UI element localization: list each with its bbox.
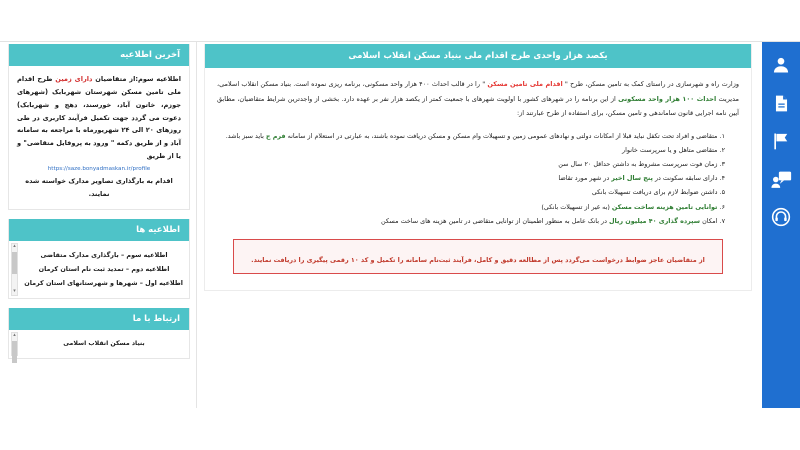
requirement-text-a: امکان <box>700 216 718 225</box>
announcements-body <box>9 241 189 298</box>
side-icon-rail <box>762 42 800 408</box>
column-divider <box>196 42 197 408</box>
announcements-panel <box>8 219 190 299</box>
requirement-text-b: در شهر مورد تقاضا <box>558 174 612 183</box>
document-icon[interactable] <box>770 92 792 114</box>
intro-highlight-units: احداث ۱۰۰ هزار واحد مسکونی <box>618 94 717 103</box>
contact-scrollbar[interactable] <box>11 332 18 356</box>
requirement-item <box>217 144 725 157</box>
announcements-header: اطلاعیه ها <box>9 219 189 241</box>
requirement-text-b: باید سبز باشد. <box>225 131 266 140</box>
contact-item: بنیاد مسکن انقلاب اسلامی <box>63 339 145 347</box>
requirement-text-b: (به غیر از تسهیلات بانکی) <box>541 202 612 211</box>
announcements-scrollbar[interactable] <box>11 243 18 296</box>
notice-text-before: اطلاعیه سوم:از متقاضیان <box>92 75 181 83</box>
user-icon[interactable] <box>770 54 792 76</box>
requirement-item <box>217 158 725 171</box>
requirement-highlight: سپرده گذاری ۴۰ میلیون ریال <box>609 216 701 225</box>
requirement-number: ۵. <box>719 188 725 197</box>
flag-icon[interactable] <box>770 130 792 152</box>
latest-notice-text <box>17 73 181 163</box>
requirement-text-b: در بانک عامل به منظور اطمینان از توانایی متقاضی در تامین هزینه های ساخت مسکن <box>381 216 610 225</box>
latest-notice-header: آخرین اطلاعیه <box>9 44 189 66</box>
headset-icon[interactable] <box>770 206 792 228</box>
notice-profile-link[interactable]: https://saze.bonyadmaskan.ir/profile <box>47 165 151 172</box>
requirement-highlight: پنج سال اخیر <box>611 174 653 183</box>
contact-body <box>9 330 189 358</box>
requirement-number: ۴. <box>719 174 725 183</box>
requirement-highlight: توانایی تامین هزینه ساخت مسکن <box>611 202 718 211</box>
intro-part-c: از این برنامه را در شهرهای کشور با اولویت شهرهای با جمعیت کمتر از یکصد هزار نفر بر عهده دارد. بخشی از واجدترین شرایط متقاضیان، مطابق آیین نامه اجرایی قانون ساماندهی و تامین مسکن، برای استفاده از طرح عبارتند از: <box>217 94 739 118</box>
page-title: یکصد هزار واحدی طرح اقدام ملی بنیاد مسکن انقلاب اسلامی <box>205 44 751 68</box>
requirement-number: ۷. <box>719 216 725 225</box>
main-content-card <box>204 44 752 291</box>
list-item[interactable]: اطلاعیه سوم – بارگذاری مدارک متقاضی <box>40 250 168 259</box>
contact-header: ارتباط با ما <box>9 308 189 330</box>
page-footer-space <box>0 409 800 450</box>
scroll-down-arrow[interactable]: ▾ <box>13 287 16 294</box>
list-item[interactable]: اطلاعیه اول – شهرها و شهرستانهای استان کرمان <box>24 278 183 287</box>
scroll-up-arrow[interactable]: ▴ <box>13 242 16 249</box>
notice-tail-text: اقدام به بارگذاری تصاویر مدارک خواسته شده نمایند. <box>25 176 173 198</box>
requirement-item <box>217 215 725 228</box>
contact-panel <box>8 308 190 359</box>
requirement-item <box>217 130 725 143</box>
intro-highlight-plan: اقدام ملی تامین مسکن <box>487 80 563 88</box>
top-divider <box>0 41 800 42</box>
latest-notice-panel <box>8 44 190 210</box>
warning-box <box>233 239 723 274</box>
user-chat-icon[interactable] <box>770 168 792 190</box>
intro-part-a: وزارت راه و شهرسازی در راستای کمک به تامین مسکن، طرح " <box>562 80 739 88</box>
notice-highlight-red: دارای زمین <box>55 75 93 83</box>
main-body <box>205 68 751 280</box>
requirements-list <box>217 130 739 228</box>
intro-part-b: " را در قالب احداث ۴۰۰ هزار واحد مسکونی، برنامه ریزی نموده است. بنیاد مسکن انقلاب اسلامی، مدیریت <box>217 80 740 103</box>
requirement-item <box>217 186 725 199</box>
requirement-text-a: متقاضی و افراد تحت تکفل نباید قبلا از امکانات دولتی و نهادهای عمومی زمین و تسهیلات وام مسکن و مسکن دریافت نموده باشند، به عبارتی در استعلام از سامانه <box>285 131 718 140</box>
requirement-number: ۳. <box>719 160 725 169</box>
list-item[interactable]: اطلاعیه دوم – تمدید ثبت نام استان کرمان <box>38 264 170 273</box>
contact-scroll-thumb[interactable] <box>12 341 17 363</box>
requirement-number: ۱. <box>719 131 725 140</box>
requirement-item <box>217 201 725 214</box>
requirement-text-a: داشتن ضوابط لازم برای دریافت تسهیلات بانکی <box>591 188 718 197</box>
scroll-thumb[interactable] <box>12 252 17 274</box>
requirement-item <box>217 172 725 185</box>
notice-text-after: طرح اقدام ملی تامین مسکن شهرستان شهربابک (شهرهای جوزم، خاتون آباد، خورسند، دهج و شهربابک) دعوت می گردد جهت تکمیل فرآیند کاربری در طی روزهای ۲۰ الی ۲۴ شهریورماه با مراجعه به سامانه آباد و از طریق دکمه " ورود به پروفایل متقاضی" و یا از طریق <box>17 75 181 161</box>
warning-text: از متقاضیان عاجز ضوابط درخواست می‌گردد پس از مطالعه دقیق و کامل، فرآیند ثبت‌نام سامانه را تکمیل و کد ۱۰ رقمی پیگیری را دریافت نمایند. <box>251 255 705 264</box>
intro-paragraph <box>217 77 739 121</box>
requirement-text-a: زمان فوت سرپرست مشروط به داشتن حداقل ۲۰ سال سن <box>558 160 718 169</box>
latest-notice-body <box>9 66 189 209</box>
requirement-number: ۲. <box>719 146 725 154</box>
requirement-highlight: فرم ج <box>265 131 286 140</box>
requirement-text-a: متقاضی متاهل و یا سرپرست خانوار <box>622 146 718 154</box>
sidebar <box>8 44 190 368</box>
requirement-number: ۶. <box>719 202 725 211</box>
requirement-text-a: دارای سابقه سکونت در <box>652 174 718 183</box>
contact-scroll-up-arrow[interactable]: ▴ <box>13 331 16 338</box>
